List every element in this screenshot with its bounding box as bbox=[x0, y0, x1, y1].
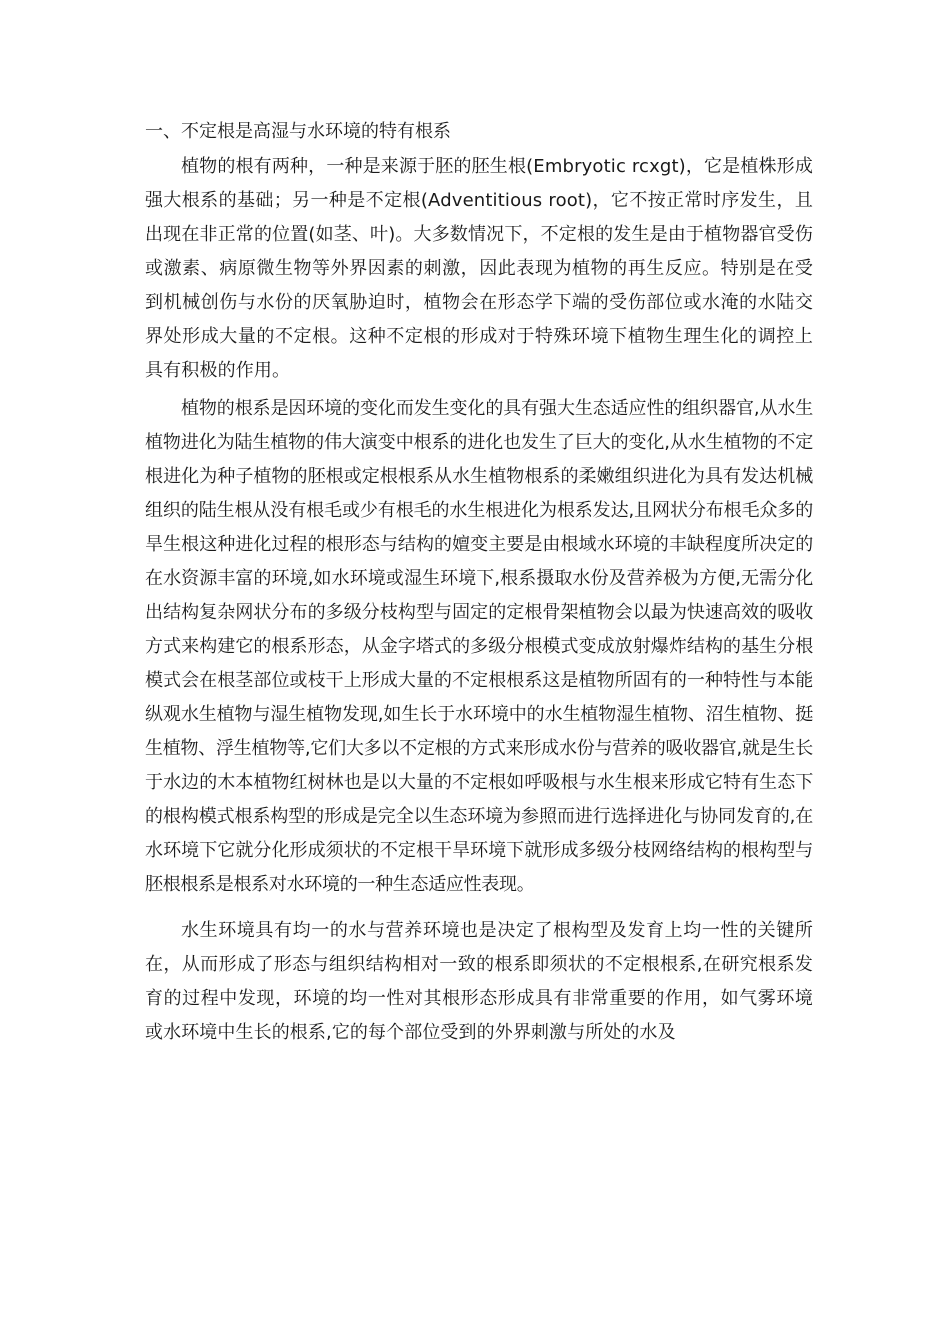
paragraph-3: 水生环境具有均一的水与营养环境也是决定了根构型及发育上均一性的关键所在，从而形成了形态与组织结构相对一致的根系即须状的不定根根系,在研究根系发育的过程中发现，环境的均一性对其根形态形成具有非常重要的作用，如气雾环境或水环境中生长的根系,它的每个部位受到的外界刺激与所处的水及 bbox=[145, 920, 813, 1043]
paragraph-1: 植物的根有两种，一种是来源于胚的胚生根(Embryotic rcxgt)，它是植株形成强大根系的基础；另一种是不定根(Adventitious root)，它不按正常时序发生，且出现在非正常的位置(如茎、叶)。大多数情况下，不定根的发生是由于植物器官受伤或激素、病原微生物等外界因素的刺激，因此表现为植物的再生反应。特别是在受到机械创伤与水份的厌氧胁迫时，植物会在形态学下端的受伤部位或水淹的水陆交界处形成大量的不定根。这种不定根的形成对于特殊环境下植物生理生化的调控上具有积极的作用。 bbox=[145, 156, 813, 381]
section-heading: 一、不定根是高湿与水环境的特有根系 bbox=[145, 121, 451, 142]
paragraph-2: 植物的根系是因环境的变化而发生变化的具有强大生态适应性的组织器官,从水生植物进化为陆生植物的伟大演变中根系的进化也发生了巨大的变化,从水生植物的不定根进化为种子植物的胚根或定根根系从水生植物根系的柔嫩组织进化为具有发达机械组织的陆生根从没有根毛或少有根毛的水生根进化为根系发达,且网状分布根毛众多的旱生根这种进化过程的根形态与结构的嬗变主要是由根域水环境的丰缺程度所决定的在水资源丰富的环境,如水环境或湿生环境下,根系摄取水份及营养极为方便,无需分化出结构复杂网状分布的多级分枝构型与固定的定根骨架植物会以最为快速高效的吸收方式来构建它的根系形态，从金字塔式的多级分根模式变成放射爆炸结构的基生分根模式会在根茎部位或枝干上形成大量的不定根根系这是植物所固有的一种特性与本能纵观水生植物与湿生植物发现,如生长于水环境中的水生植物湿生植物、沼生植物、挺生植物、浮生植物等,它们大多以不定根的方式来形成水份与营养的吸收器官,就是生长于水边的木本植物红树林也是以大量的不定根如呼吸根与水生根来形成它特有生态下的根构模式根系构型的形成是完全以生态环境为参照而进行选择进化与协同发育的,在水环境下它就分化形成须状的不定根干旱环境下就形成多级分枝网络结构的根构型与胚根根系是根系对水环境的一种生态适应性表现。 bbox=[145, 398, 813, 895]
document-body bbox=[145, 116, 813, 1050]
